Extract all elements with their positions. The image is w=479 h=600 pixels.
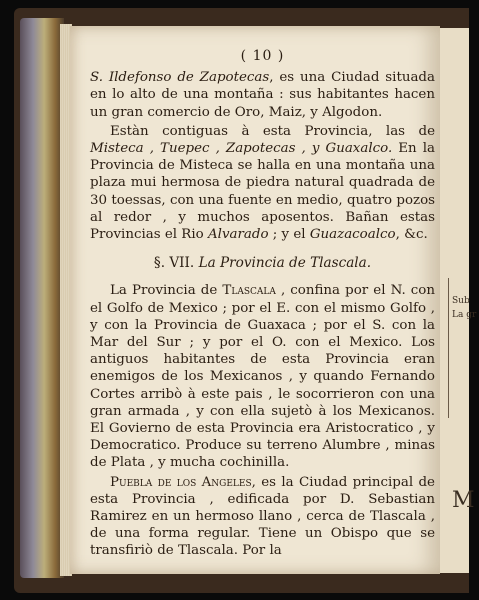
section-number: §. VII. [153,255,195,272]
paragraph-text: ; y el [268,227,310,243]
next-page-text: Sub [452,296,470,306]
river-name: Guazacoalco [309,227,396,243]
place-name: S. Ildefonso de Zapotecas [90,70,270,86]
river-name: Alvarado [208,227,269,243]
paragraph-zapotecas [90,69,435,121]
page-text [90,48,435,560]
paragraph-text: , confina por el N. con el Golfo de Mexico ; por el E. con el mismo Golfo , y con la Provincia de Guaxaca ; por el S. con la Mar del Sur ; y por el O. con el Mexico. Los antiguos habitantes de esta Provincia eran enemigos de los Mexicanos , y quando Fernando Cortes arribò à este pais , le socorrieron con una gran armada , y con ella sujetò à los Mexicanos. El Govierno de esta Provincia era Aristocratico , y Democratico. Produce su terreno Alumbre , minas de Plata , y mucha cochinilla. [90,283,435,471]
next-page-text: M [452,488,475,513]
paragraph-text: , &c. [395,227,428,243]
next-page-edge [440,28,477,573]
next-page-text: La gr [452,310,477,320]
paragraph-text: Estàn contiguas à esta Provincia, las de [110,123,435,139]
place-names: Misteca , Tuepec , Zapotecas , y Guaxalco. [90,141,393,157]
paragraph-tlascala [90,282,435,471]
book-page [70,26,440,574]
paragraph-provinces [90,123,435,243]
paragraph-text: En la Provincia de Misteca se halla en una montaña una plaza mui hermosa de piedra natural quadrada de 30 toessas, con una fuente en medio, quatro pozos al redor , y muchos aposentos. Bañan estas Provincias el Rio [90,141,435,243]
section-title: La Provincia de Tlascala. [198,255,372,272]
section-heading [90,255,435,272]
paragraph-puebla [90,474,435,560]
page-number: ( 10 ) [240,48,285,64]
paragraph-text: La Provincia de [110,283,223,299]
paragraph-text: , es una Ciudad situada en lo alto de una montaña : sus habitantes hacen un gran comercio de Oro, Maiz, y Algodon. [90,70,435,120]
city-name: Puebla de los Angeles [110,474,252,490]
book-spine [20,18,64,578]
province-name: Tlascala [222,283,276,299]
paragraph-text: , es la Ciudad principal de esta Provincia , edificada por D. Sebastian Ramirez en un hermoso llano , cerca de Tlascala , de una forma regular. Tiene un Obispo que se transfiriò de Tlascala. Por la [90,474,435,559]
